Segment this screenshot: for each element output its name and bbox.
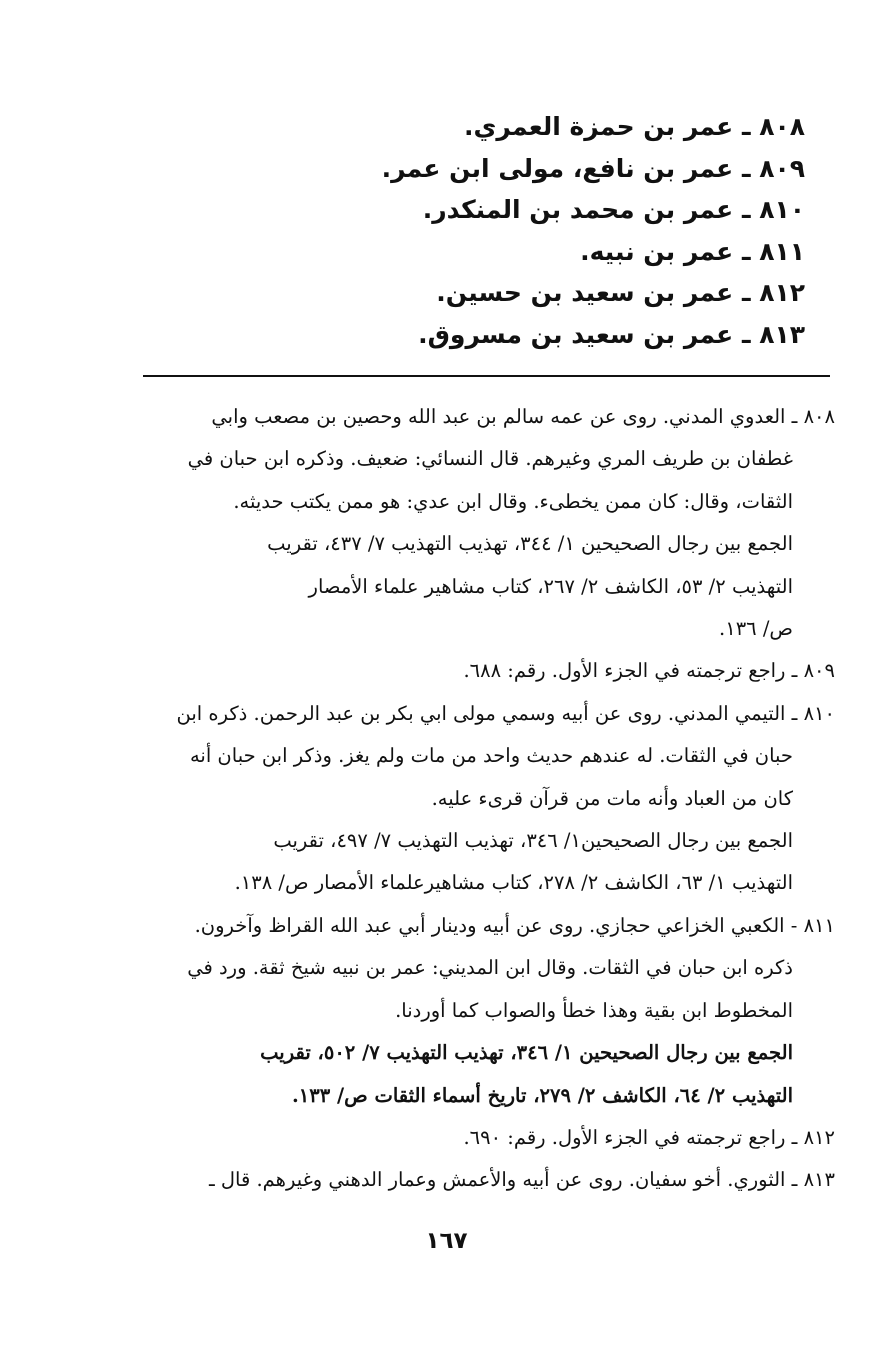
entry-heading: ٨٠٨ ـ عمر بن حمزة العمري.	[464, 112, 805, 141]
footnote-line: كان من العباد وأنه مات من قرآن قرىء عليه.	[431, 786, 793, 810]
footnote-line: التهذيب ١/ ٦٣، الكاشف ٢/ ٢٧٨، كتاب مشاهيرعلماء الأمصار ص/ ١٣٨.	[234, 871, 793, 895]
entry-heading: ٨١٣ ـ عمر بن سعيد بن مسروق.	[418, 319, 805, 349]
footnote-line: الثقات، وقال: كان ممن يخطىء. وقال ابن عدي: هو ممن يكتب حديثه.	[233, 489, 793, 513]
footnote-line: التهذيب ٢/ ٥٣، الكاشف ٢/ ٢٦٧، كتاب مشاهير علماء الأمصار	[308, 574, 793, 598]
entry-heading: ٨١٢ ـ عمر بن سعيد بن حسين.	[436, 278, 805, 307]
footnote-line: ٨١٠ ـ التيمي المدني. روى عن أبيه وسمي مولى ابي بكر بن عبد الرحمن. ذكره ابن	[176, 701, 835, 725]
footnote-line: ص/ ١٣٦.	[719, 617, 793, 641]
footnote-line: الجمع بين رجال الصحيحين١/ ٣٤٦، تهذيب التهذيب ٧/ ٤٩٧، تقريب	[273, 829, 793, 853]
entry-heading: ٨١٠ ـ عمر بن محمد بن المنكدر.	[422, 195, 805, 224]
footnotes	[135, 396, 835, 1202]
footnote-line: ٨١٣ ـ الثوري. أخو سفيان. روى عن أبيه والأعمش وعمار الدهني وغيرهم. قال ـ	[208, 1168, 835, 1192]
footnote-line: ٨٠٩ ـ راجع ترجمته في الجزء الأول. رقم: ٦٨٨.	[463, 659, 835, 683]
footnote-line: غطفان بن طريف المري وغيرهم. قال النسائي: ضعيف. وذكره ابن حبان في	[187, 447, 793, 471]
footnote-line: ٨٠٨ ـ العدوي المدني. روى عن عمه سالم بن عبد الله وحصين بن مصعب وابي	[211, 405, 835, 428]
entry-headings	[245, 106, 805, 355]
footnote-line: ٨١٢ ـ راجع ترجمته في الجزء الأول. رقم: ٦٩٠.	[463, 1125, 835, 1149]
entry-heading: ٨١١ ـ عمر بن نبيه.	[580, 236, 805, 266]
footnote-line: الجمع بين رجال الصحيحين ١/ ٣٤٦، تهذيب التهذيب ٧/ ٥٠٢، تقريب	[260, 1041, 793, 1065]
footnote-line: المخطوط ابن بقية وهذا خطأ والصواب كما أوردنا.	[395, 998, 793, 1022]
footnote-line: ٨١١ - الكعبي الخزاعي حجازي. روى عن أبيه ودينار أبي عبد الله القراظ وآخرون.	[194, 913, 835, 937]
footnote-separator	[143, 375, 830, 377]
page-number: ١٦٧	[425, 1228, 468, 1254]
footnote-line: الجمع بين رجال الصحيحين ١/ ٣٤٤، تهذيب التهذيب ٧/ ٤٣٧، تقريب	[267, 532, 793, 556]
footnote-line: ذكره ابن حبان في الثقات. وقال ابن المديني: عمر بن نبيه شيخ ثقة. ورد في	[187, 956, 793, 980]
footnote-line: التهذيب ٢/ ٦٤، الكاشف ٢/ ٢٧٩، تاريخ أسماء الثقات ص/ ١٣٣.	[291, 1083, 793, 1107]
footnote-line: حبان في الثقات. له عندهم حديث واحد من مات ولم يغز. وذكر ابن حبان أنه	[189, 744, 793, 768]
entry-heading: ٨٠٩ ـ عمر بن نافع، مولى ابن عمر.	[381, 153, 805, 183]
